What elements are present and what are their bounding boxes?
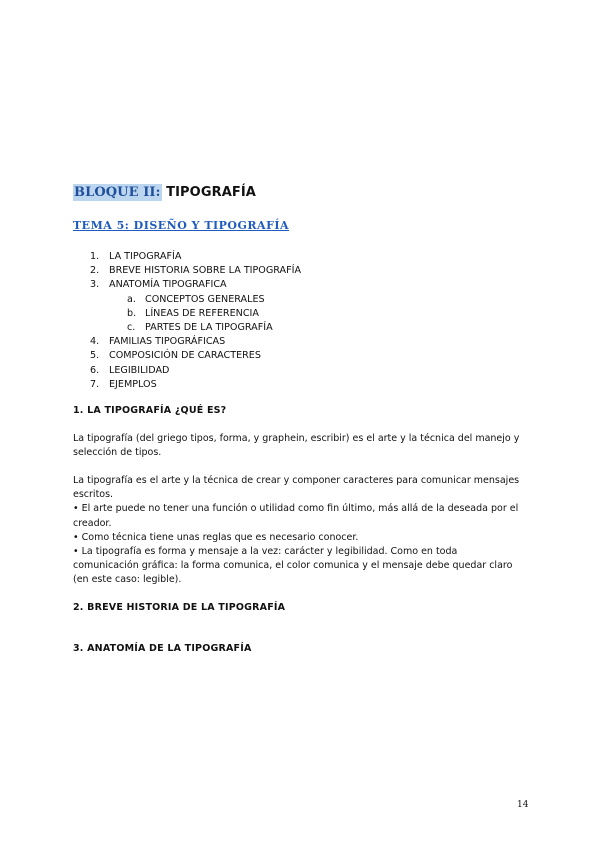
bullet-item: • El arte puede no tener una función o utilidad como fin último, más allá de la deseada por el creador. bbox=[73, 503, 519, 529]
toc-subitem bbox=[90, 321, 301, 335]
bullet-item: • Como técnica tiene unas reglas que es necesario conocer. bbox=[73, 531, 359, 543]
toc-item bbox=[90, 264, 301, 278]
toc-number: a. bbox=[127, 293, 136, 305]
theme-title: TEMA 5: DISEÑO Y TIPOGRAFÍA bbox=[73, 219, 290, 232]
toc-number: c. bbox=[127, 322, 136, 334]
toc-number: 4. bbox=[90, 336, 100, 348]
toc-item bbox=[90, 364, 301, 378]
table-of-contents bbox=[90, 250, 301, 392]
block-title bbox=[73, 185, 256, 200]
toc-label: LA TIPOGRAFÍA bbox=[109, 251, 182, 262]
toc-label: LEGIBILIDAD bbox=[109, 364, 170, 376]
section-heading: 3. ANATOMÍA DE LA TIPOGRAFÍA bbox=[73, 643, 252, 654]
toc-item bbox=[90, 378, 301, 392]
toc-subitem bbox=[90, 307, 301, 321]
toc-label: ANATOMÍA TIPOGRAFICA bbox=[109, 279, 227, 291]
toc-number: 7. bbox=[90, 378, 100, 390]
toc-item bbox=[90, 335, 301, 349]
toc-item bbox=[90, 349, 301, 363]
page-number: 14 bbox=[517, 800, 529, 810]
toc-item bbox=[90, 250, 301, 264]
paragraph bbox=[73, 474, 523, 588]
bullet-item: • La tipografía es forma y mensaje a la vez: carácter y legibilidad. Como en toda comunicación gráfica: la forma comunica, el color comunica y el mensaje debe quedar claro (en este caso: legible). bbox=[73, 546, 513, 586]
toc-label: LÍNEAS DE REFERENCIA bbox=[145, 307, 259, 319]
toc-item bbox=[90, 278, 301, 292]
toc-number: 2. bbox=[90, 265, 100, 277]
toc-number: 6. bbox=[90, 364, 100, 376]
toc-label: EJEMPLOS bbox=[109, 378, 157, 390]
toc-number: 1. bbox=[90, 251, 100, 262]
toc-subitem bbox=[90, 293, 301, 307]
section-heading: 2. BREVE HISTORIA DE LA TIPOGRAFÍA bbox=[73, 602, 286, 613]
toc-label: FAMILIAS TIPOGRÁFICAS bbox=[109, 336, 226, 348]
toc-number: 5. bbox=[90, 350, 100, 362]
block-name: TIPOGRAFÍA bbox=[161, 185, 256, 200]
toc-number: b. bbox=[127, 307, 137, 319]
paragraph-text: La tipografía es el arte y la técnica de crear y componer caracteres para comunicar mensajes escritos. bbox=[73, 475, 520, 501]
block-prefix: BLOQUE II: bbox=[74, 185, 161, 200]
paragraph: La tipografía (del griego tipos, forma, y graphein, escribir) es el arte y la técnica del manejo y selección de tipos. bbox=[73, 433, 520, 459]
toc-label: PARTES DE LA TIPOGRAFÍA bbox=[145, 322, 273, 334]
toc-number: 3. bbox=[90, 279, 100, 291]
toc-label: BREVE HISTORIA SOBRE LA TIPOGRAFÍA bbox=[109, 265, 302, 277]
section-heading: 1. LA TIPOGRAFÍA ¿QUÉ ES? bbox=[73, 405, 227, 416]
toc-label: COMPOSICIÓN DE CARACTERES bbox=[109, 350, 261, 362]
toc-label: CONCEPTOS GENERALES bbox=[145, 293, 265, 305]
